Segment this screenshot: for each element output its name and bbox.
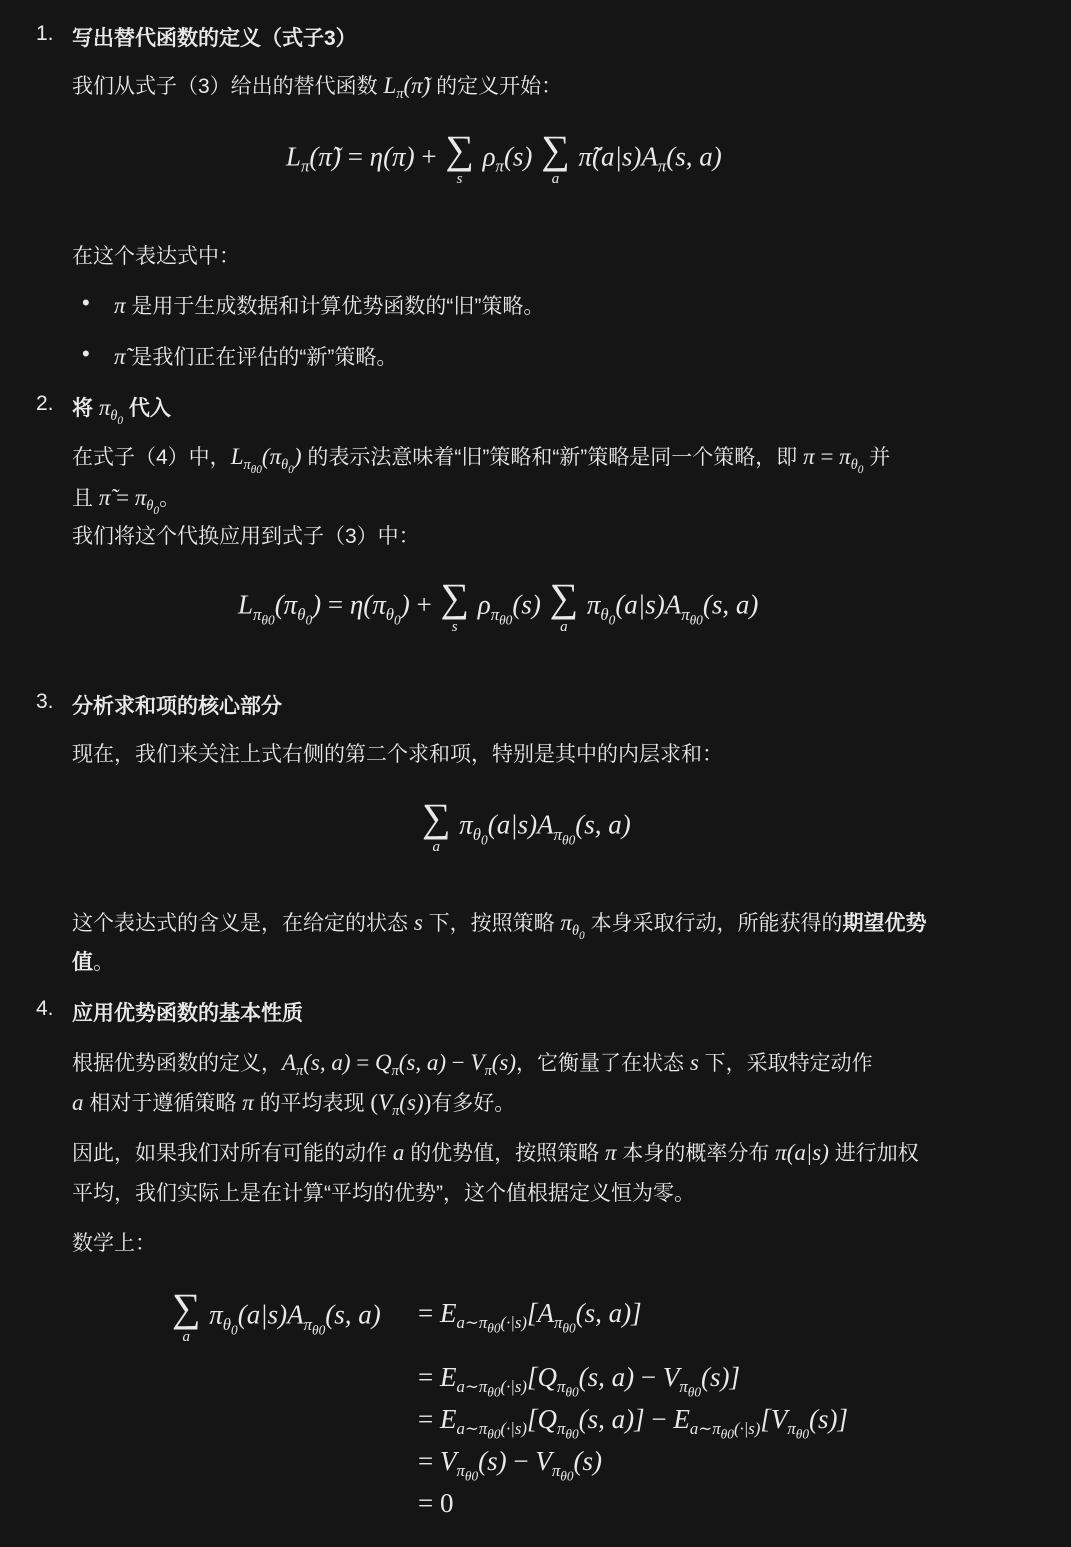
list-number-1: 1. (36, 22, 54, 45)
math-inline: s (689, 1050, 699, 1075)
paragraph-1-2: 在这个表达式中： (72, 245, 240, 268)
list-number-2: 2. (36, 392, 54, 415)
equation-surrogate: $L_\pi(\pĩ) = \eta(\pi)$ + ∑ s $\rho_\pi(s)$ ∑ a $\pĩ(a|s)A_\pi(s$, a) (286, 127, 722, 187)
paragraph-2-1b: 且 π̃ = $\pi_{\theta_0}$。 (72, 485, 181, 517)
bullet-dot: • (82, 341, 90, 366)
math-inline: π (242, 1090, 254, 1115)
math-inline: π (114, 293, 126, 318)
math-inline: $(V_\pi(s))$ (370, 1090, 432, 1119)
math-inline: π̃ (114, 344, 126, 369)
list-number-4: 4. (36, 997, 54, 1020)
math-inline: $L_\pi(\pĩ)$ (383, 73, 431, 102)
math-inline: $\pi_{\theta_0}$ (560, 910, 585, 942)
paragraph-3-2b: 值。 (72, 951, 114, 974)
math-inline: a (72, 1090, 84, 1115)
bullet-item-2: π̃ 是我们正在评估的“新”策略。 (114, 344, 398, 369)
math-inline: π̃ = $\pi_{\theta_0}$ (98, 485, 160, 517)
math-inline: π(a|s) (775, 1140, 829, 1165)
paragraph-3-1: 现在，我们来关注上式右侧的第二个求和项，特别是其中的内层求和： (72, 743, 723, 766)
equation-derivation-line-5: = 0 (418, 1488, 454, 1518)
bullet-dot: • (82, 290, 90, 315)
equation-derivation-line-4: = $V_{\pi_{\theta 0}}(s) - V_{\pi_{\theta 0}}(s)$ (418, 1446, 603, 1484)
math-inline: $\pi = \pi_{\theta_0}$ (803, 444, 864, 476)
paragraph-2-2: 我们将这个代换应用到式子（3）中： (72, 525, 420, 548)
section-heading-1: 写出替代函数的定义（式子3） (72, 27, 357, 50)
section-heading-3: 分析求和项的核心部分 (72, 695, 282, 718)
math-inline: $L_{\pi_{\theta 0}}(\pi_{\theta_0})$ (230, 444, 302, 476)
paragraph-4-1b: a 相对于遵循策略 π 的平均表现 $(V_\pi(s))$有多好。 (72, 1090, 516, 1119)
paragraph-3-2: 这个表达式的含义是，在给定的状态 s 下，按照策略 $\pi_{\theta_0}$ 本身采取行动，所能获得的期望优势 (72, 910, 927, 942)
paragraph-2-1: 在式子（4）中，$L_{\pi_{\theta 0}}(\pi_{\theta_0})$ 的表示法意味着“旧”策略和“新”策略是同一个策略，即 $\pi = \pi_{\theta_0}$ 并 (72, 444, 891, 476)
list-number-3: 3. (36, 690, 54, 713)
equation-derivation-line-3: = $E_{a\sim\pi_{\theta 0}(\cdot|s)}[Q_{\pi_{\theta 0}}(s$, $a)] - E_{a\sim\pi_{\theta 0}(\cdot|s)}[V_{\pi_{\theta 0}}(s)]$ (418, 1404, 849, 1442)
paragraph-4-1: 根据优势函数的定义，$A_\pi(s$, $a) = Q_\pi(s$, $a) - V_\pi(s)$，它衡量了在状态 s 下，采取特定动作 (72, 1050, 873, 1079)
paragraph-4-3: 数学上： (72, 1232, 156, 1255)
bullet-item-1: π 是用于生成数据和计算优势函数的“旧”策略。 (114, 293, 545, 318)
equation-derivation-line-2: = $E_{a\sim\pi_{\theta 0}(\cdot|s)}[Q_{\pi_{\theta 0}}(s$, $a) - V_{\pi_{\theta 0}}(s)$] (418, 1362, 741, 1400)
math-inline: $\pi_{\theta_0}$ (98, 395, 124, 427)
math-inline: $A_\pi(s$, $a) = Q_\pi(s$, $a) - V_\pi(s)$ (282, 1050, 516, 1079)
section-heading-2: 将 $\pi_{\theta_0}$ 代入 (72, 395, 171, 427)
equation-derivation-line-1: ∑ a $\pi_{\theta_0}(a|s)A_{\pi_{\theta 0}}(s$, a) (172, 1285, 381, 1345)
math-inline: a (392, 1140, 405, 1165)
paragraph-1-1: 我们从式子（3）给出的替代函数 $L_\pi(\pĩ)$ 的定义开始： (72, 73, 563, 102)
paragraph-4-2: 因此，如果我们对所有可能的动作 a 的优势值，按照策略 π 本身的概率分布 π(a|s) 进行加权 (72, 1140, 919, 1165)
equation-derivation-rhs-1: = $E_{a\sim\pi_{\theta 0}(\cdot|s)}[A_{\pi_{\theta 0}}(s$, a)] (418, 1298, 642, 1336)
math-inline: s (413, 910, 423, 935)
paragraph-4-2b: 平均，我们实际上是在计算“平均的优势”，这个值根据定义恒为零。 (72, 1182, 695, 1205)
math-inline: π (605, 1140, 617, 1165)
section-heading-4: 应用优势函数的基本性质 (72, 1002, 303, 1025)
equation-inner-sum: ∑ a $\pi_{\theta_0}(a|s)A_{\pi_{\theta 0}}(s$, a) (422, 795, 631, 855)
equation-substitution: $L_{\pi_{\theta 0}}(\pi_{\theta_0}) = \eta(\pi_{\theta_0})$ + ∑ s $\rho_{\pi_{\theta 0}}(s)$ ∑ a $\pi_{\theta_0}(a|s)A_{\pi_{\theta 0}}(s$, a) (238, 575, 759, 635)
